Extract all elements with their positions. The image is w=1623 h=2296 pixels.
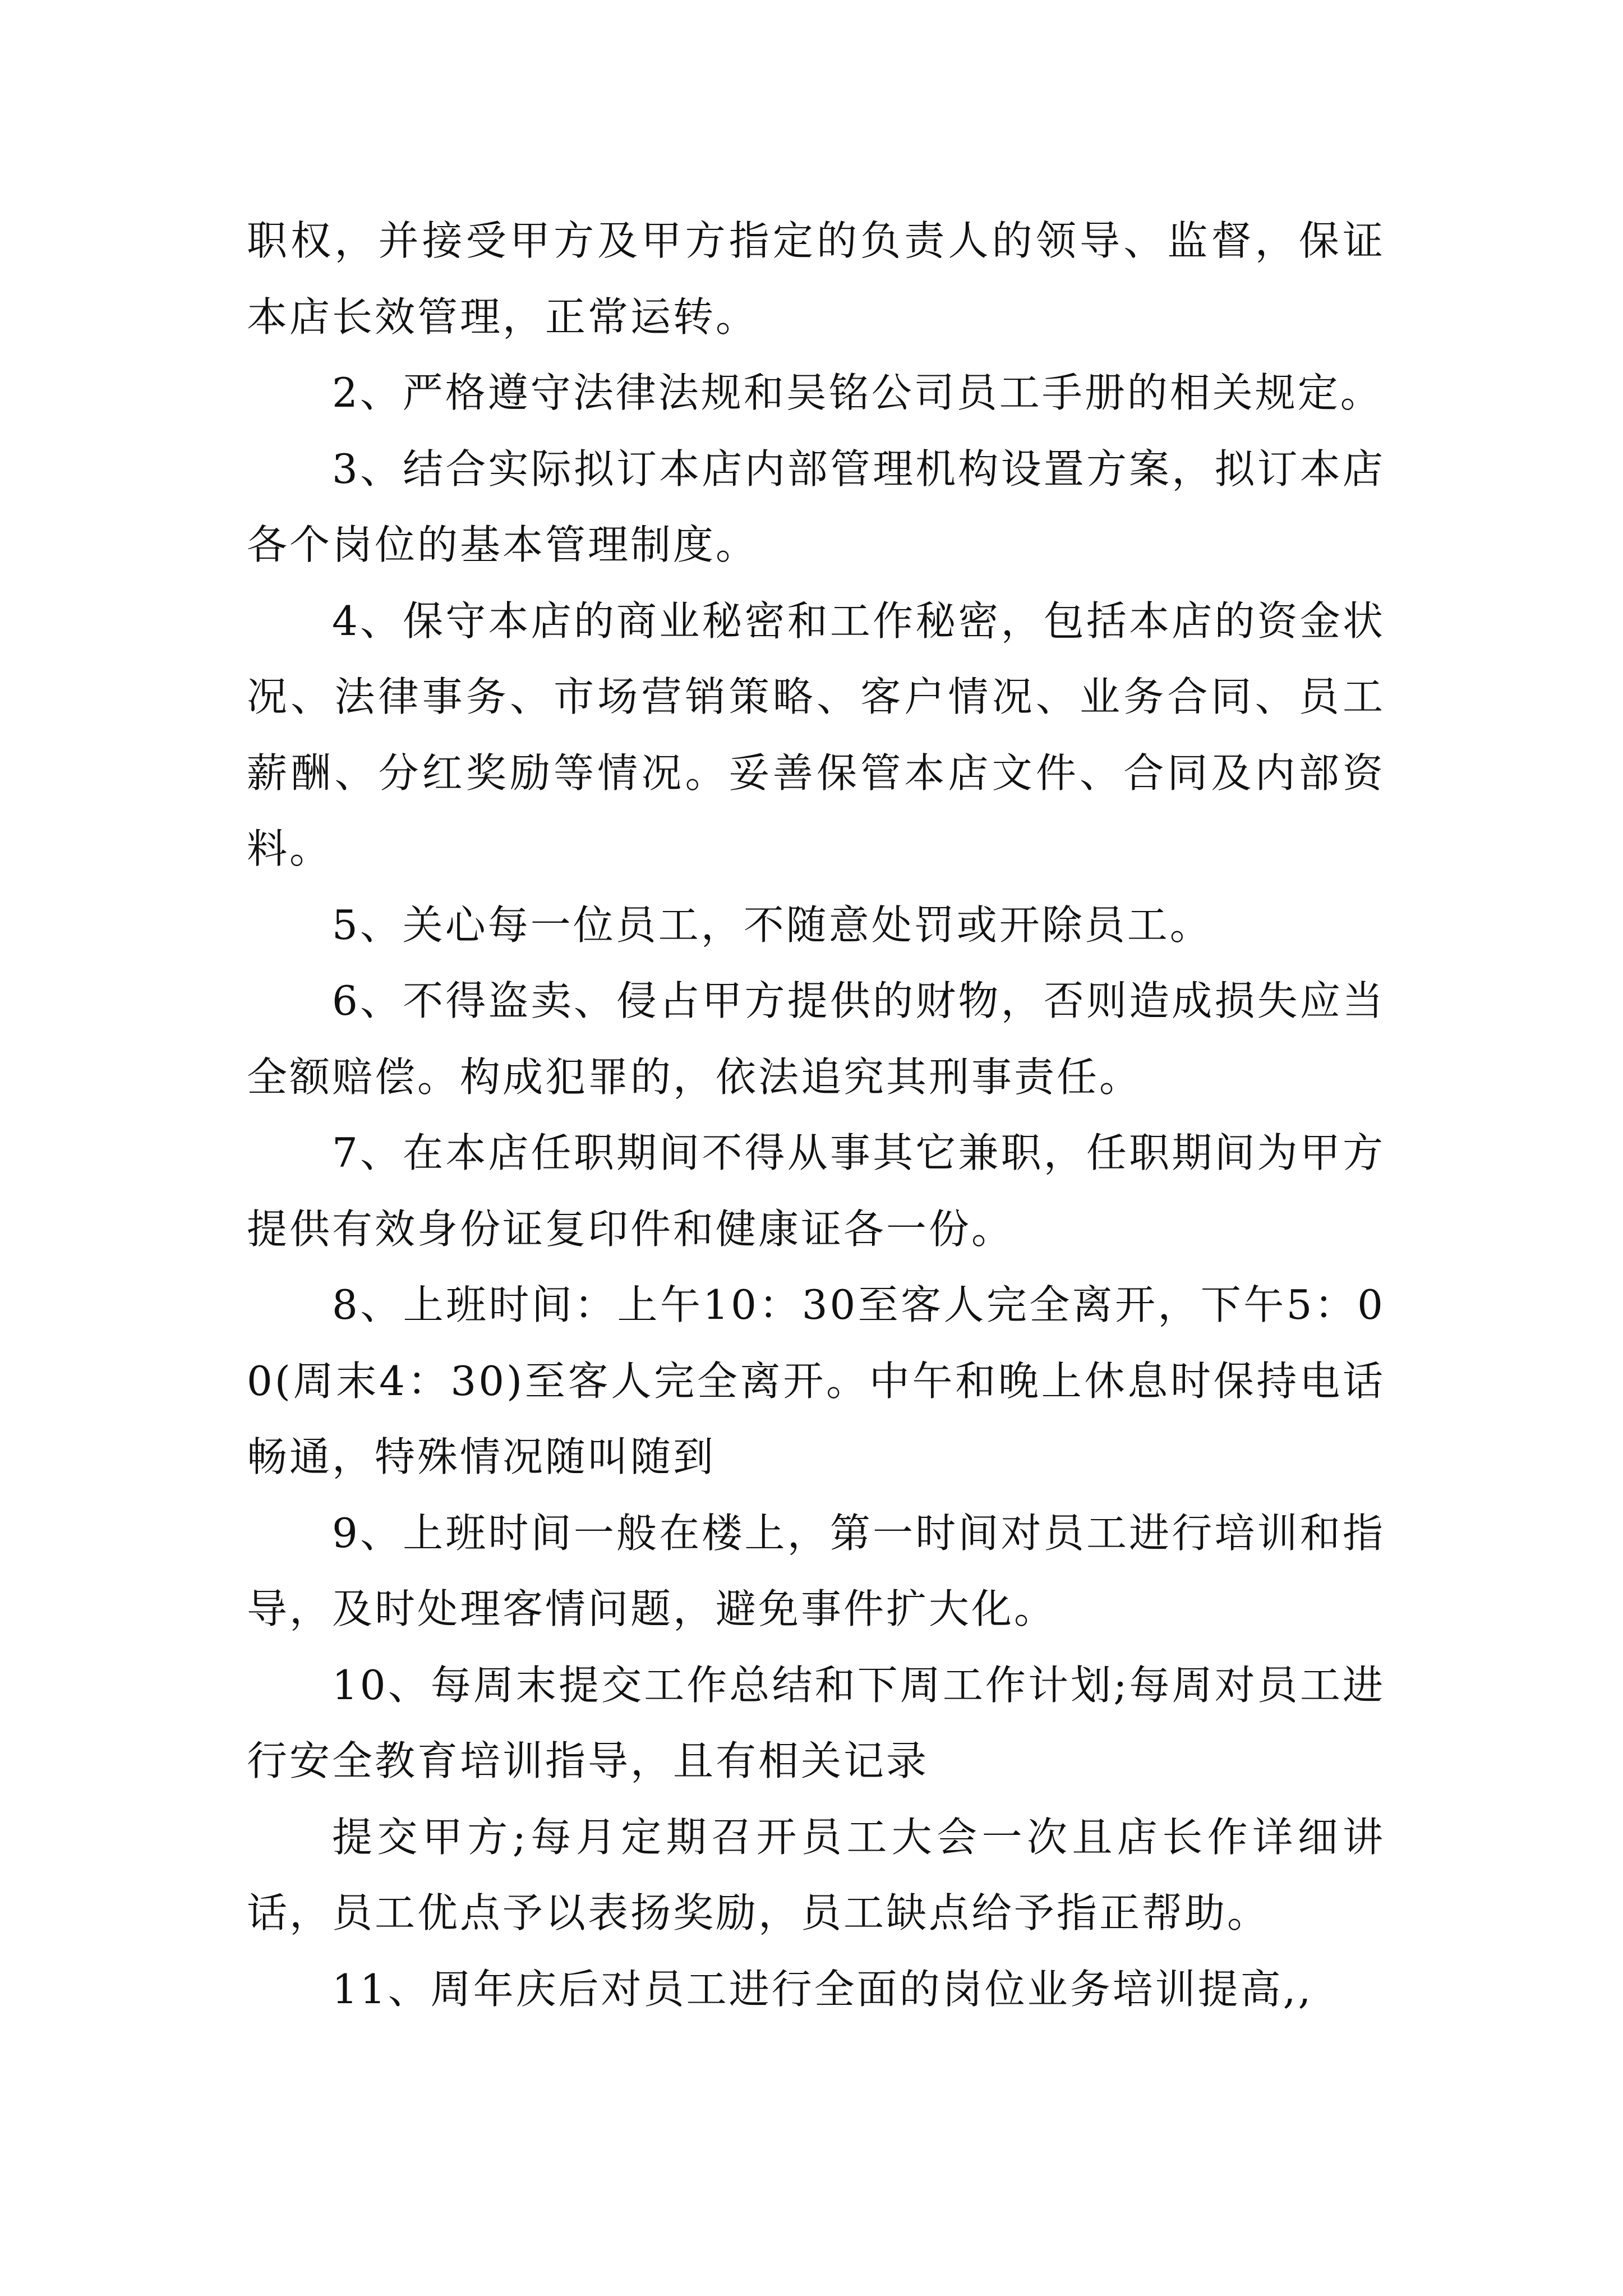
paragraph-item-8: 8、上班时间：上午10：30至客人完全离开，下午5：00(周末4：30)至客人完全离开。中午和晚上休息时保持电话畅通，特殊情况随叫随到 [247, 1281, 1385, 1480]
paragraph-item-11: 11、周年庆后对员工进行全面的岗位业务培训提高,, [332, 1965, 1313, 2013]
paragraph-item-4: 4、保守本店的商业秘密和工作秘密，包括本店的资金状况、法律事务、市场营销策略、客户情况、业务合同、员工薪酬、分红奖励等情况。妥善保管本店文件、合同及内部资料。 [247, 597, 1385, 872]
paragraph-item-3: 3、结合实际拟订本店内部管理机构设置方案，拟订本店各个岗位的基本管理制度。 [247, 445, 1385, 568]
paragraph-item-2: 2、严格遵守法律法规和吴铭公司员工手册的相关规定。 [332, 369, 1383, 416]
paragraph-continuation: 职权，并接受甲方及甲方指定的负责人的领导、监督，保证本店长效管理，正常运转。 [247, 217, 1385, 341]
paragraph-item-7: 7、在本店任职期间不得从事其它兼职，任职期间为甲方提供有效身份证复印件和健康证各一份。 [247, 1129, 1385, 1253]
paragraph-item-10-continued: 提交甲方;每月定期召开员工大会一次且店长作详细讲话，员工优点予以表扬奖励，员工缺点给予指正帮助。 [247, 1813, 1385, 1936]
document-body [247, 203, 1385, 2027]
paragraph-item-9: 9、上班时间一般在楼上，第一时间对员工进行培训和指导，及时处理客情问题，避免事件扩大化。 [247, 1509, 1385, 1632]
paragraph-item-6: 6、不得盗卖、侵占甲方提供的财物，否则造成损失应当全额赔偿。构成犯罪的，依法追究其刑事责任。 [247, 977, 1385, 1101]
paragraph-item-10: 10、每周末提交工作总结和下周工作计划;每周对员工进行安全教育培训指导，且有相关记录 [247, 1661, 1385, 1784]
paragraph-item-5: 5、关心每一位员工，不随意处罚或开除员工。 [332, 901, 1212, 949]
